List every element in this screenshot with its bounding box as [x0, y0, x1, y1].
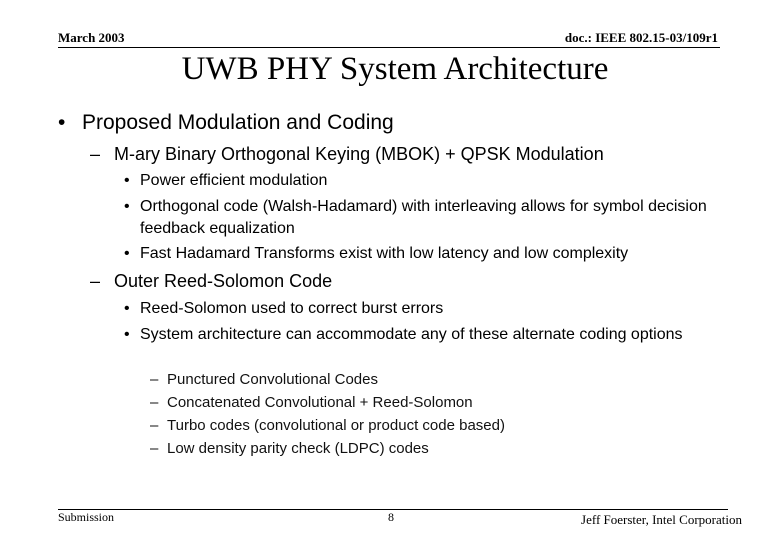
header-doc-id: doc.: IEEE 802.15-03/109r1 — [564, 30, 718, 45]
header-rule — [58, 47, 720, 48]
list-item — [124, 324, 724, 346]
list-item — [124, 298, 724, 320]
sub-bullet-mbok — [90, 143, 604, 165]
sub-bullet-text: M-ary Binary Orthogonal Keying (MBOK) + QPSK Modulation — [114, 144, 604, 164]
dash-icon: – — [90, 271, 101, 291]
header-date: March 2003 — [58, 30, 125, 45]
bullet-level1-text: Proposed Modulation and Coding — [82, 111, 394, 134]
dash-icon: – — [150, 371, 159, 388]
dash-icon: – — [150, 440, 159, 457]
sub-bullet-reed-solomon — [90, 270, 332, 292]
list-item-text: Power efficient modulation — [140, 172, 328, 189]
dash-icon: – — [90, 144, 101, 164]
bullet-dot-icon: • — [124, 326, 130, 343]
dash-icon: – — [150, 417, 159, 434]
bullet-dot-icon: • — [124, 300, 130, 317]
option-item — [150, 370, 378, 390]
list-item-text: System architecture can accommodate any of these alternate coding options — [140, 326, 683, 343]
slide-title: UWB PHY System Architecture — [181, 51, 609, 87]
list-item — [124, 196, 724, 240]
option-text: Punctured Convolutional Codes — [167, 371, 378, 388]
option-item — [150, 416, 505, 436]
bullet-dot-icon: • — [124, 198, 130, 215]
footer-author: Jeff Foerster, Intel Corporation — [581, 512, 742, 527]
list-item-text: Reed-Solomon used to correct burst errors — [140, 300, 444, 317]
option-text: Low density parity check (LDPC) codes — [167, 440, 429, 457]
list-item — [124, 243, 724, 265]
bullet-dot-icon: • — [124, 245, 130, 262]
bullet-dot-icon: • — [124, 172, 130, 189]
footer-page-number: 8 — [388, 510, 394, 524]
option-text: Concatenated Convolutional + Reed-Solomon — [167, 394, 473, 411]
sub-bullet-text: Outer Reed-Solomon Code — [114, 271, 333, 291]
list-item — [124, 170, 724, 192]
bullet-level1 — [58, 110, 394, 136]
bullet-dot-icon: • — [58, 111, 66, 134]
footer-submission: Submission — [58, 510, 115, 524]
option-text: Turbo codes (convolutional or product code based) — [167, 417, 505, 434]
dash-icon: – — [150, 394, 159, 411]
option-item — [150, 439, 429, 459]
option-item — [150, 393, 473, 413]
list-item-text: Fast Hadamard Transforms exist with low latency and low complexity — [140, 245, 629, 262]
list-item-text: Orthogonal code (Walsh-Hadamard) with interleaving allows for symbol decision feedback equalization — [140, 198, 707, 237]
